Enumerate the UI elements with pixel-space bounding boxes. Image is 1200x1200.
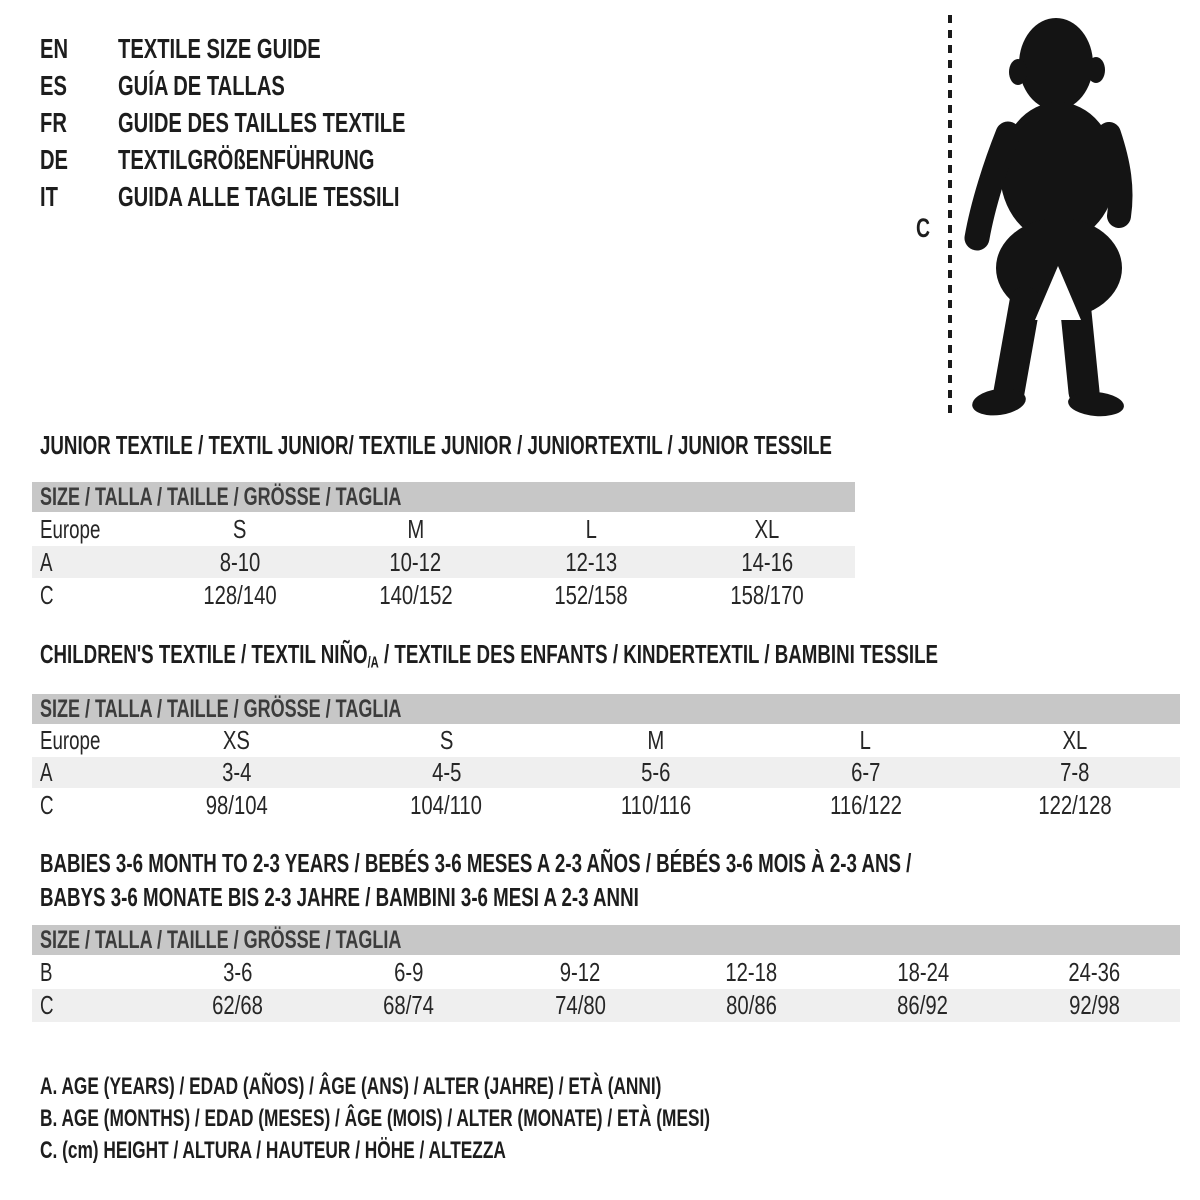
legend bbox=[40, 1074, 971, 1170]
height-value: 140/152 bbox=[378, 579, 453, 610]
height-value: 80/86 bbox=[726, 990, 778, 1020]
height-value: 74/80 bbox=[554, 990, 606, 1020]
months-value: 3-6 bbox=[223, 956, 253, 987]
row-label: B bbox=[40, 956, 53, 987]
children-row-height bbox=[32, 788, 1180, 822]
months-value: 6-9 bbox=[394, 956, 424, 987]
guide-title-de: TEXTILGRÖßENFÜHRUNG bbox=[118, 143, 375, 175]
children-row-age bbox=[32, 757, 1180, 788]
babies-size-bar-label: SIZE / TALLA / TAILLE / GRÖSSE / TAGLIA bbox=[40, 926, 402, 954]
lang-code-it: IT bbox=[40, 180, 58, 212]
size-value: S bbox=[439, 725, 454, 755]
months-value: 18-24 bbox=[897, 956, 949, 987]
babies-section-title-line1: BABIES 3-6 MONTH TO 2-3 YEARS / BEBÉS 3-6 MESES A 2-3 AÑOS / BÉBÉS 3-6 MOIS À 2-3 ANS / bbox=[40, 848, 912, 878]
guide-title-fr: GUIDE DES TAILLES TEXTILE bbox=[118, 106, 406, 138]
children-size-bar bbox=[32, 694, 1180, 724]
babies-size-bar bbox=[32, 925, 1180, 955]
legend-line-b: B. AGE (MONTHS) / EDAD (MESES) / ÂGE (MOIS) / ALTER (MONATE) / ETÀ (MESI) bbox=[40, 1105, 711, 1132]
toddler-silhouette-icon bbox=[963, 14, 1135, 418]
months-value: 12-18 bbox=[725, 956, 778, 987]
size-value: S bbox=[233, 513, 247, 544]
babies-row-height bbox=[32, 989, 1180, 1022]
lang-code-fr: FR bbox=[40, 106, 67, 138]
children-title-suffix: / TEXTILE DES ENFANTS / KINDERTEXTIL / BAMBINI TESSILE bbox=[378, 639, 939, 669]
children-size-bar-label: SIZE / TALLA / TAILLE / GRÖSSE / TAGLIA bbox=[40, 695, 402, 723]
guide-title-it: GUIDA ALLE TAGLIE TESSILI bbox=[118, 180, 400, 212]
height-value: 152/158 bbox=[554, 579, 629, 610]
height-measure-dashed-line bbox=[948, 15, 952, 417]
lang-row-it bbox=[40, 178, 517, 215]
lang-code-en: EN bbox=[40, 32, 69, 64]
height-value: 98/104 bbox=[205, 789, 268, 820]
age-value: 8-10 bbox=[219, 546, 261, 577]
height-value: 158/170 bbox=[730, 579, 804, 610]
size-value: M bbox=[407, 513, 425, 544]
row-label: Europe bbox=[40, 513, 101, 544]
height-value: 110/116 bbox=[620, 789, 692, 820]
row-label: Europe bbox=[40, 725, 101, 755]
height-value: 116/122 bbox=[829, 789, 902, 820]
row-label: A bbox=[40, 546, 53, 577]
junior-size-bar-label: SIZE / TALLA / TAILLE / GRÖSSE / TAGLIA bbox=[40, 483, 402, 511]
months-value: 24-36 bbox=[1068, 956, 1121, 987]
lang-row-es bbox=[40, 67, 517, 104]
row-label: C bbox=[40, 579, 54, 610]
lang-code-es: ES bbox=[40, 69, 67, 101]
lang-row-de bbox=[40, 141, 517, 178]
babies-row-months bbox=[32, 955, 1180, 989]
junior-table bbox=[32, 512, 855, 612]
size-value: L bbox=[585, 513, 598, 544]
lang-code-de: DE bbox=[40, 143, 69, 175]
junior-row-europe bbox=[32, 512, 855, 546]
height-value: 122/128 bbox=[1038, 789, 1112, 820]
height-value: 104/110 bbox=[410, 789, 483, 820]
junior-section-title: JUNIOR TEXTILE / TEXTIL JUNIOR/ TEXTILE JUNIOR / JUNIORTEXTIL / JUNIOR TESSILE bbox=[40, 430, 832, 460]
children-table bbox=[32, 724, 1180, 822]
height-value: 92/98 bbox=[1068, 990, 1120, 1020]
language-title-block bbox=[40, 30, 517, 215]
children-title-subscript: /A bbox=[367, 654, 379, 672]
junior-size-bar bbox=[32, 482, 855, 512]
age-value: 7-8 bbox=[1060, 757, 1090, 787]
row-label: C bbox=[40, 789, 54, 820]
guide-title-es: GUÍA DE TALLAS bbox=[118, 69, 285, 101]
age-value: 4-5 bbox=[431, 757, 462, 787]
row-label: C bbox=[40, 990, 54, 1020]
height-value: 86/92 bbox=[897, 990, 949, 1020]
children-title-prefix: CHILDREN'S TEXTILE / TEXTIL NIÑO bbox=[40, 639, 368, 669]
age-value: 10-12 bbox=[389, 546, 442, 577]
junior-row-height bbox=[32, 578, 855, 612]
children-row-europe bbox=[32, 724, 1180, 757]
size-value: XL bbox=[754, 513, 780, 544]
height-value: 128/140 bbox=[203, 579, 277, 610]
size-value: XS bbox=[223, 725, 251, 755]
size-value: L bbox=[859, 725, 872, 755]
months-value: 9-12 bbox=[560, 956, 601, 987]
size-value: M bbox=[647, 725, 665, 755]
size-value: XL bbox=[1062, 725, 1088, 755]
age-value: 3-4 bbox=[222, 757, 252, 787]
height-measure-label: C bbox=[916, 213, 931, 243]
junior-row-age bbox=[32, 546, 855, 578]
lang-row-fr bbox=[40, 104, 517, 141]
age-value: 6-7 bbox=[850, 757, 881, 787]
legend-line-c: C. (cm) HEIGHT / ALTURA / HAUTEUR / HÖHE / ALTEZZA bbox=[40, 1137, 506, 1164]
height-value: 62/68 bbox=[212, 990, 264, 1020]
guide-title-en: TEXTILE SIZE GUIDE bbox=[118, 32, 321, 64]
row-label: A bbox=[40, 757, 53, 787]
age-value: 14-16 bbox=[741, 546, 794, 577]
babies-table bbox=[32, 955, 1180, 1022]
babies-section-title-line2: BABYS 3-6 MONATE BIS 2-3 JAHRE / BAMBINI 3-6 MESI A 2-3 ANNI bbox=[40, 882, 639, 912]
lang-row-en bbox=[40, 30, 517, 67]
children-section-title bbox=[40, 641, 938, 677]
height-value: 68/74 bbox=[383, 990, 435, 1020]
age-value: 5-6 bbox=[641, 757, 671, 787]
legend-line-a: A. AGE (YEARS) / EDAD (AÑOS) / ÂGE (ANS) / ALTER (JAHRE) / ETÀ (ANNI) bbox=[40, 1073, 662, 1100]
age-value: 12-13 bbox=[565, 546, 618, 577]
